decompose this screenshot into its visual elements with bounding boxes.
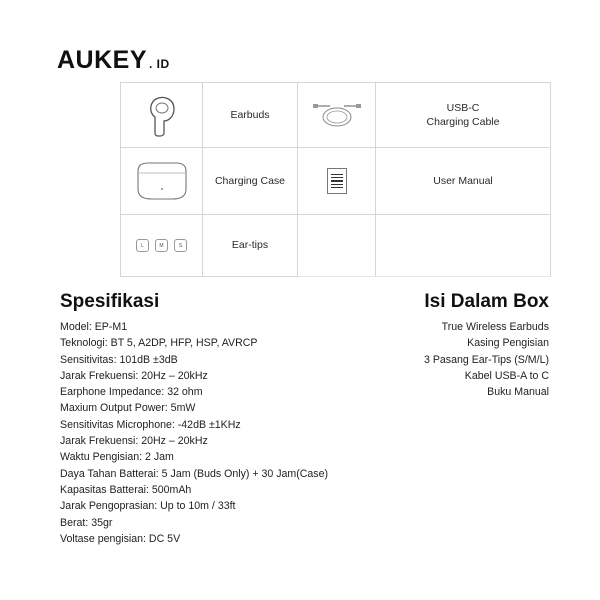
spec-item: Sensitivitas Microphone: -42dB ±1KHz (60, 418, 241, 431)
box-contents-title: Isi Dalam Box (424, 291, 549, 312)
box-contents-list (424, 319, 549, 400)
spec-item: Jarak Frekuensi: 20Hz – 20kHz (60, 435, 208, 448)
ear-tip-medium-icon: M (155, 239, 168, 252)
specifications-list (60, 319, 328, 547)
aukey-logo (57, 46, 170, 75)
box-item: Kabel USB-A to C (464, 369, 549, 382)
earbuds-label: Earbuds (203, 82, 298, 148)
specifications-title: Spesifikasi (60, 291, 160, 312)
spec-item: Sensitivitas: 101dB ±3dB (60, 353, 178, 366)
spec-item: Waktu Pengisian: 2 Jam (60, 451, 174, 464)
charging-case-label: Charging Case (203, 148, 298, 215)
ear-tip-small-icon: S (174, 239, 187, 252)
spec-item: Teknologi: BT 5, A2DP, HFP, HSP, AVRCP (60, 337, 258, 350)
spec-item: Berat: 35gr (60, 516, 113, 529)
box-item: 3 Pasang Ear-Tips (S/M/L) (423, 353, 549, 366)
empty-cell-1 (298, 215, 376, 277)
user-manual-label: User Manual (376, 148, 551, 215)
box-item: Buku Manual (487, 386, 549, 399)
cable-image-cell (298, 82, 376, 148)
logo-main-text: AUKEY (57, 46, 148, 74)
box-item: True Wireless Earbuds (441, 321, 549, 333)
package-contents-grid (120, 82, 551, 277)
earbud-icon (142, 93, 182, 137)
user-manual-icon (327, 168, 347, 194)
ear-tips-icons (136, 239, 187, 252)
spec-item: Jarak Frekuensi: 20Hz – 20kHz (60, 369, 208, 382)
usb-c-label-line2: Charging Cable (426, 116, 500, 128)
spec-item: Maxium Output Power: 5mW (60, 402, 196, 415)
charging-case-icon (130, 159, 194, 203)
earbuds-image-cell (120, 82, 203, 148)
empty-cell-2 (376, 215, 551, 277)
ear-tip-large-icon: L (136, 239, 149, 252)
usb-c-label-line1: USB-C (446, 101, 480, 114)
spec-item: Jarak Pengoprasian: Up to 10m / 33ft (60, 500, 236, 513)
spec-item: Voltase pengisian: DC 5V (60, 532, 181, 545)
usb-c-cable-label (376, 82, 551, 148)
usb-cable-icon (312, 97, 362, 133)
charging-case-image-cell (120, 148, 203, 215)
spec-item: Model: EP-M1 (60, 321, 128, 333)
ear-tips-label: Ear-tips (203, 215, 298, 277)
spec-item: Earphone Impedance: 32 ohm (60, 386, 203, 399)
logo-suffix-text: . ID (149, 57, 170, 71)
spec-item: Daya Tahan Batterai: 5 Jam (Buds Only) + 30 Jam(Case) (60, 467, 329, 480)
ear-tips-image-cell (120, 215, 203, 277)
spec-item: Kapasitas Batterai: 500mAh (60, 483, 192, 496)
box-item: Kasing Pengisian (467, 337, 549, 350)
manual-image-cell (298, 148, 376, 215)
